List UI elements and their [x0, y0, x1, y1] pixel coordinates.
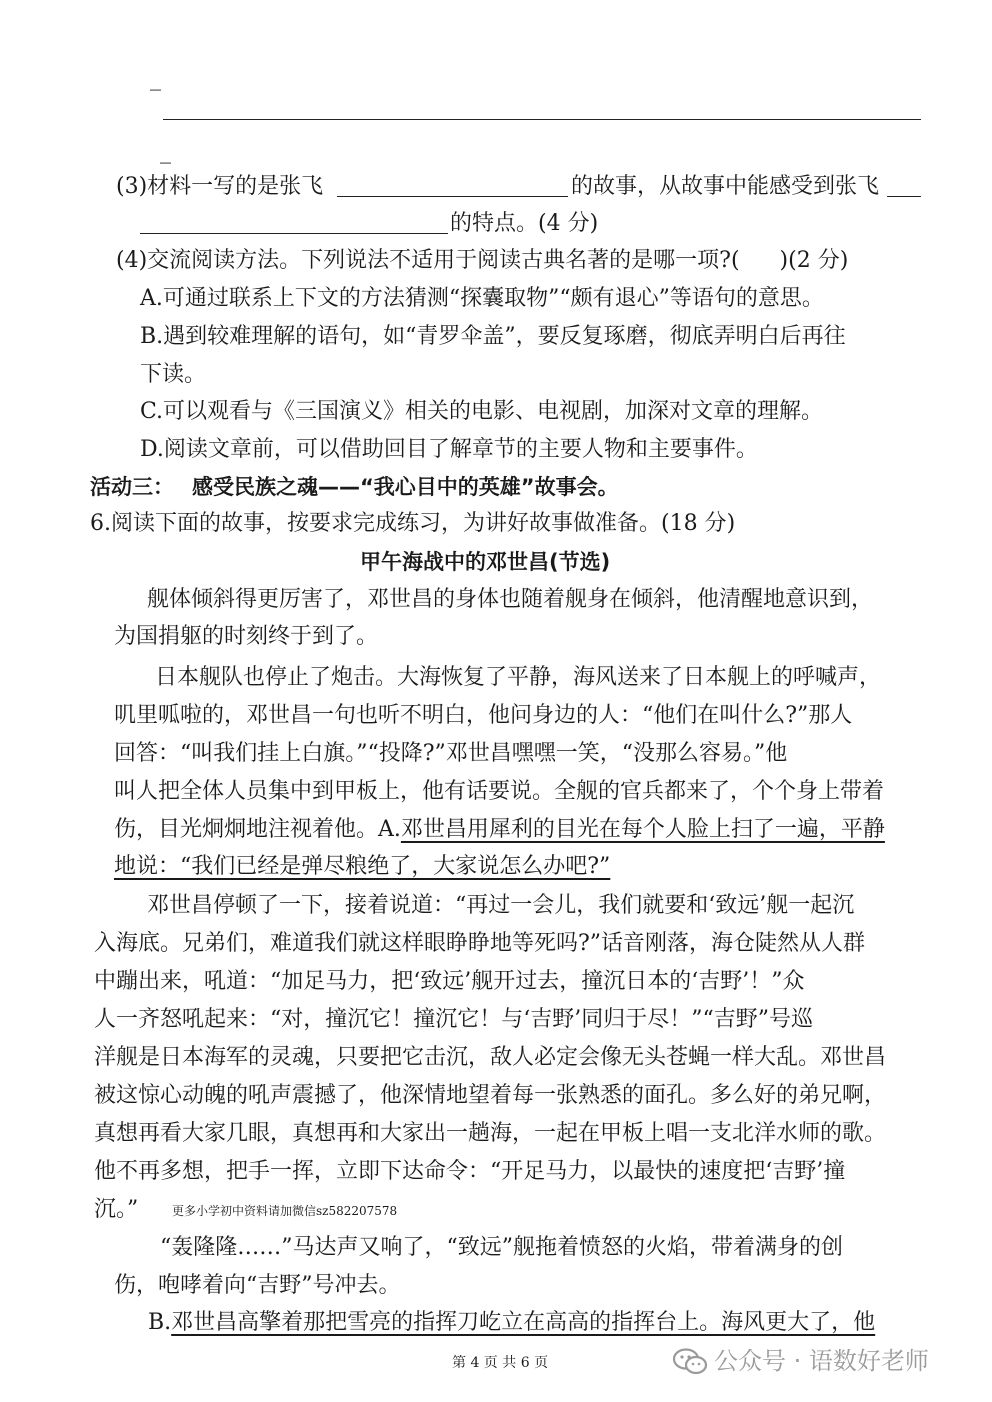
q3-text-2: 的故事，从故事中能感受到张飞	[571, 174, 880, 199]
story-line: 他不再多想，把手一挥，立即下达命令：“开足马力，以最快的速度把‘吉野’撞	[94, 1159, 846, 1184]
q3-blank-1[interactable]	[337, 196, 568, 197]
q4-option-b: B.遇到较难理解的语句，如“青罗伞盖”，要反复琢磨，彻底弄明白后再往	[140, 324, 846, 349]
story-line: “轰隆隆……”马达声又响了，“致远”舰拖着愤怒的火焰，带着满身的创	[160, 1235, 843, 1260]
story-line: 中蹦出来，吼道：“加足马力，把‘致远’舰开过去，撞沉日本的‘吉野’！”众	[94, 969, 805, 994]
story-line: 叫人把全体人员集中到甲板上，他有话要说。全舰的官兵都来了，个个身上带着	[114, 779, 885, 804]
story-line: 为国捐躯的时刻终于到了。	[114, 624, 379, 649]
q6-stem: 6.阅读下面的故事，按要求完成练习，为讲好故事做准备。(18 分)	[90, 511, 736, 536]
story-line: 人一齐怒吼起来：“对，撞沉它！撞沉它！与‘吉野’同归于尽！”“吉野”号巡	[94, 1007, 813, 1032]
activity3-heading: 活动三： 感受民族之魂——“我心目中的英雄”故事会。	[90, 475, 619, 499]
story-line: 叽里呱啦的，邓世昌一句也听不明白，他问身边的人：“他们在叫什么?”那人	[114, 703, 853, 728]
story-line: 回答：“叫我们挂上白旗。”“投降?”邓世昌嘿嘿一笑，“没那么容易。”他	[114, 741, 788, 766]
story-line: 真想再看大家几眼，真想再和大家出一趟海，一起在甲板上唱一支北洋水师的歌。	[94, 1121, 887, 1146]
underlined-sentence-a: 邓世昌用犀利的目光在每个人脸上扫了一遍，平静	[400, 817, 885, 842]
q4-option-b-cont: 下读。	[140, 362, 207, 387]
story-line: 伤，目光炯炯地注视着他。A.邓世昌用犀利的目光在每个人脸上扫了一遍，平静	[114, 817, 885, 842]
story-line: 伤，咆哮着向“吉野”号冲去。	[114, 1273, 401, 1298]
q3-blank-2-cont[interactable]	[140, 233, 448, 234]
q4-option-a: A.可通过联系上下文的方法猜测“探囊取物”“颇有退心”等语句的意思。	[140, 286, 824, 311]
story-line: B.邓世昌高擎着那把雪亮的指挥刀屹立在高高的指挥台上。海风更大了，他	[148, 1310, 876, 1335]
answer-line	[163, 119, 921, 120]
watermark-text: 公众号 · 语数好老师	[714, 1347, 929, 1375]
story-line: 被这惊心动魄的吼声震撼了，他深情地望着每一张熟悉的面孔。多么好的弟兄啊，	[94, 1083, 887, 1108]
story-line: 日本舰队也停止了炮击。大海恢复了平静，海风送来了日本舰上的呼喊声，	[155, 665, 882, 690]
q4-option-d: D.阅读文章前，可以借助回目了解章节的主要人物和主要事件。	[140, 437, 758, 462]
q3-blank-2[interactable]	[887, 196, 921, 197]
answer-dash: _	[160, 139, 171, 164]
story-line: 洋舰是日本海军的灵魂，只要把它击沉，敌人必定会像无头苍蝇一样大乱。邓世昌	[94, 1045, 887, 1070]
q4-stem: (4)交流阅读方法。下列说法不适用于阅读古典名著的是哪一项?( )(2 分)	[116, 248, 849, 273]
story-line: 邓世昌停顿了一下，接着说道：“再过一会儿，我们就要和‘致远’舰一起沉	[147, 893, 855, 918]
underlined-sentence-b: 邓世昌高擎着那把雪亮的指挥刀屹立在高高的指挥台上。海风更大了，他	[171, 1310, 876, 1335]
story-line: 入海底。兄弟们，难道我们就这样眼睁睁地等死吗?”话音刚落，海仓陡然从人群	[94, 931, 866, 956]
wechat-icon	[672, 1347, 708, 1377]
underlined-sentence-a-cont: 地说：“我们已经是弹尽粮绝了，大家说怎么办吧?”	[114, 854, 611, 879]
contact-note: 更多小学初中资料请加微信sz582207578	[172, 1204, 398, 1218]
answer-dash: _	[150, 66, 161, 91]
story-title: 甲午海战中的邓世昌(节选)	[360, 550, 611, 574]
story-line: 舰体倾斜得更厉害了，邓世昌的身体也随着舰身在倾斜，他清醒地意识到，	[147, 587, 874, 612]
q3-text-1: (3)材料一写的是张飞	[116, 174, 324, 199]
story-line: 沉。”	[94, 1197, 139, 1222]
q4-option-c: C.可以观看与《三国演义》相关的电影、电视剧，加深对文章的理解。	[140, 399, 824, 424]
q3-text-3: 的特点。(4 分)	[450, 211, 599, 236]
page-number: 第 4 页 共 6 页	[452, 1355, 549, 1371]
